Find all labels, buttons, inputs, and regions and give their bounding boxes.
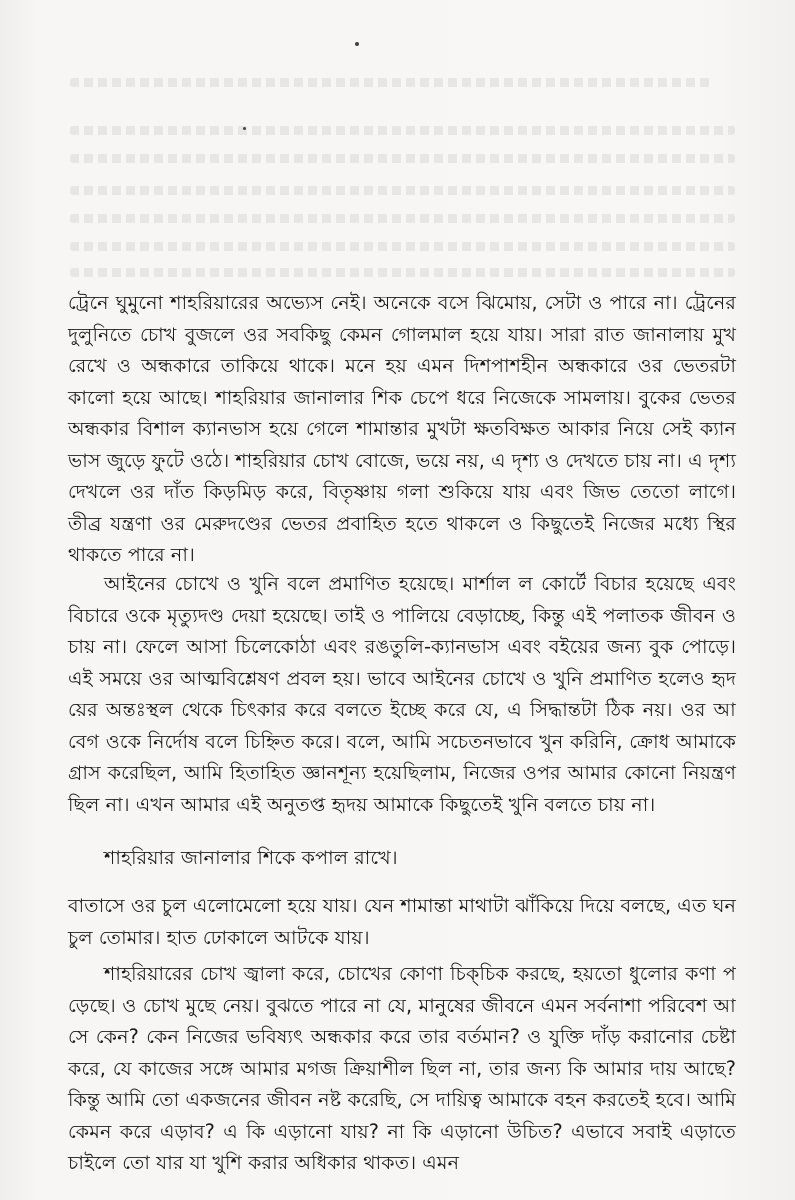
body-text-short-1: [68, 842, 736, 874]
paragraph-1: ট্রেনে ঘুমুনো শাহরিয়ারের অভ্যেস নেই। অনেকে বসে ঝিমোয়, সেটা ও পারে না। ট্রেনের দুলুনিতে চোখ বুজলে ওর সবকিছু কেমন গোলমাল হয়ে যায়। সারা রাত জানালায় মুখ রেখে ও অন্ধকারে তাকিয়ে থাকে। মনে হয় এমন দিশপাশহীন অন্ধকারে ওর ভেতরটা কালো হয়ে আছে। শাহরিয়ার জানালার শিক চেপে ধরে নিজেকে সামলায়। বুকের ভেতর অন্ধকার বিশাল ক্যানভাস হয়ে গেলে শামান্তার মুখটা ক্ষতবিক্ষত আকার নিয়ে সেই ক্যানভাস জুড়ে ফুটে ওঠে। শাহরিয়ার চোখ বোজে, ভয়ে নয়, এ দৃশ্য ও দেখতে চায় না। এ দৃশ্য দেখলে ওর দাঁত কিড়মিড় করে, বিতৃষ্ণায় গলা শুকিয়ে যায় এবং জিভ তেতো লাগে। তীব্র যন্ত্রণা ওর মেরুদণ্ডের ভেতর প্রবাহিত হতে থাকলে ও কিছুতেই নিজের মধ্যে স্থির থাকতে পারে না।: [68, 291, 736, 566]
paragraph-4: বাতাসে ওর চুল এলোমেলো হয়ে যায়। যেন শামান্তা মাথাটা ঝাঁকিয়ে দিয়ে বলছে, এত ঘন চুল তোমার। হাত ঢোকালে আটকে যায়।: [68, 894, 736, 949]
bleed-through-line: [70, 242, 735, 251]
ink-speck: [243, 127, 246, 130]
bleed-through-line: [70, 126, 735, 135]
body-text-middle: [68, 568, 736, 820]
paragraph-5: শাহরিয়ারের চোখ জ্বালা করে, চোখের কোণা চিক্‌চিক করছে, হয়তো ধুলোর কণা পড়েছে। ও চোখ মুছে নেয়। বুঝতে পারে না যে, মানুষের জীবনে এমন সর্বনাশা পরিবেশ আসে কেন? কেন নিজের ভবিষ্যৎ অন্ধকার করে তার বর্তমান? ও যুক্তি দাঁড় করানোর চেষ্টা করে, যে কাজের সঙ্গে আমার মগজ ক্রিয়াশীল ছিল না, তার জন্য কি আমার দায় আছে? কিন্তু আমি তো একজনের জীবন নষ্ট করেছি, সে দায়িত্ব আমাকে বহন করতেই হবে। আমি কেমন করে এড়াব? এ কি এড়ানো যায়? না কি এড়ানো উচিত? এভাবে সবাই এড়াতে চাইলে তো যার যা খুশি করার অধিকার থাকত। এমন: [68, 962, 736, 1174]
body-text-top: [68, 287, 736, 571]
bleed-through-line: [70, 154, 735, 163]
bleed-through-line: [70, 214, 735, 223]
body-text-short-2: [68, 890, 736, 953]
bleed-through-line: [70, 186, 735, 195]
bleed-through-line: [70, 78, 710, 87]
bleed-through-line: [70, 268, 735, 277]
paragraph-2: আইনের চোখে ও খুনি বলে প্রমাণিত হয়েছে। মার্শাল ল কোর্টে বিচার হয়েছে এবং বিচারে ওকে মৃত্যুদণ্ড দেয়া হয়েছে। তাই ও পালিয়ে বেড়াচ্ছে, কিন্তু এই পলাতক জীবন ও চায় না। ফেলে আসা চিলেকোঠা এবং রঙতুলি-ক্যানভাস এবং বইয়ের জন্য বুক পোড়ে। এই সময়ে ওর আত্মবিশ্লেষণ প্রবল হয়। ভাবে আইনের চোখে ও খুনি প্রমাণিত হলেও হৃদয়ের অন্তঃস্থল থেকে চিৎকার করে বলতে ইচ্ছে করে যে, এ সিদ্ধান্তটা ঠিক নয়। ওর আবেগ ওকে নির্দোষ বলে চিহ্নিত করে। বলে, আমি সচেতনভাবে খুন করিনি, ক্রোধ আমাকে গ্রাস করেছিল, আমি হিতাহিত জ্ঞানশূন্য হয়েছিলাম, নিজের ওপর আমার কোনো নিয়ন্ত্রণ ছিল না। এখন আমার এই অনুতপ্ত হৃদয় আমাকে কিছুতেই খুনি বলতে চায় না।: [68, 572, 736, 816]
body-text-bottom: [68, 958, 736, 1179]
ink-speck: [355, 42, 359, 46]
paragraph-3: শাহরিয়ার জানালার শিকে কপাল রাখে।: [104, 846, 398, 869]
